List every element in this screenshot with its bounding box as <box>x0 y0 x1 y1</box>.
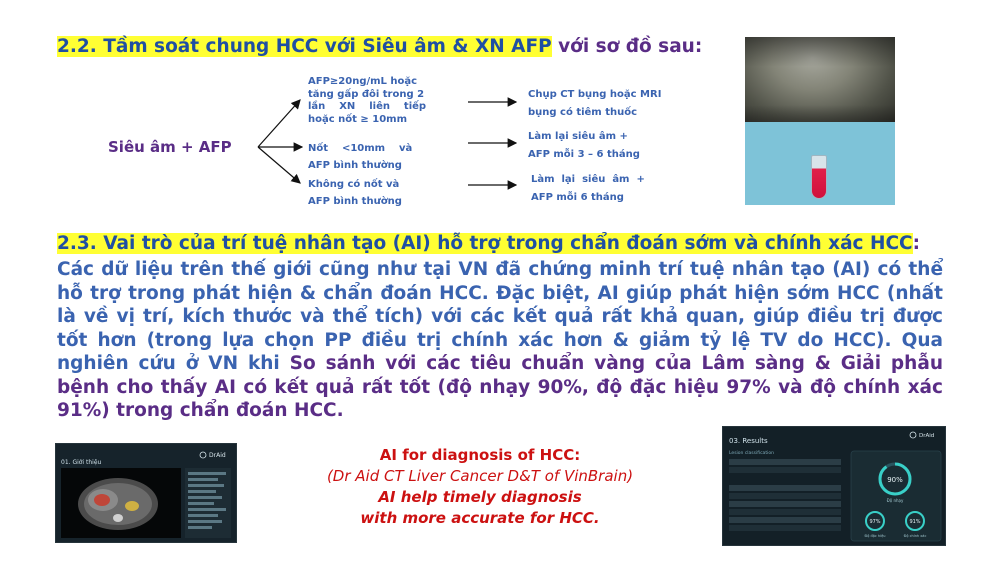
flow-condition-2-line: AFP bình thường <box>308 160 402 171</box>
screen-left-brand: DrAid <box>209 452 226 459</box>
flow-condition-2-line: Nốt <10mm và <box>308 143 413 154</box>
flow-result-2-line: Làm lại siêu âm + <box>528 131 628 142</box>
ultrasound-image <box>745 37 895 122</box>
caption-source: (Dr Aid CT Liver Cancer D&T of VinBrain) <box>326 467 634 485</box>
screen-right-section: 03. Results <box>729 437 768 445</box>
flow-result-1-line: Chụp CT bụng hoặc MRI <box>528 89 662 100</box>
blood-tube-icon <box>811 155 827 199</box>
flow-condition-1-line: AFP≥20ng/mL hoặc <box>308 76 418 87</box>
results-illustration <box>723 427 945 545</box>
paragraph-part-1: Các dữ liệu trên thế giới cũng như tại VN đã chứng minh trí tuệ nhân tạo (AI) có thể hỗ trợ trong phát hiện & chẩn đoán HCC. Đặc biệt, AI giúp phát hiện sớm HCC (nhất là về vị trí, kích thước và thể tích) với các kết quả rất khả quan, giúp điều trị được tốt hơn (trong lựa chọn PP điều trị chính xác hơn & giảm tỷ lệ TV do HCC). Qua nghiên cứu ở VN khi <box>57 259 943 374</box>
flow-condition-1-line: tăng gấp đôi trong 2 <box>308 88 425 100</box>
ct-secondary-mask <box>125 501 139 511</box>
flow-result-3-line: Làm lại siêu âm + <box>531 174 645 185</box>
flow-result-2-line: AFP mỗi 3 – 6 tháng <box>528 149 640 160</box>
caption-title: AI for diagnosis of HCC: <box>379 446 581 464</box>
screen-right-subtitle: Lesion classification <box>729 451 774 456</box>
gauge-main-label: Độ nhạy <box>886 498 904 503</box>
draid-logo-icon <box>910 432 916 438</box>
screen-right-brand: DrAid <box>919 433 935 439</box>
draid-results-screenshot <box>722 426 946 546</box>
ai-caption <box>240 445 720 529</box>
flow-result-3-line: AFP mỗi 6 tháng <box>531 192 624 203</box>
section-2-3-heading-highlight: 2.3. Vai trò của trí tuệ nhân tạo (AI) hỗ trợ trong chẩn đoán sớm và chính xác HCC <box>57 233 913 254</box>
section-2-3-paragraph <box>57 258 943 423</box>
caption-line-3: AI help timely diagnosis <box>378 488 582 506</box>
results-table-top <box>729 459 841 473</box>
draid-ct-viewer-screenshot <box>55 443 237 543</box>
flow-arrow-to-condition-1 <box>258 100 300 147</box>
section-2-2-heading-rest: với sơ đồ sau: <box>551 36 703 57</box>
flow-condition-3-line: AFP bình thường <box>308 196 402 207</box>
ct-lesion-mask <box>94 494 110 506</box>
flow-condition-1-line: hoặc nốt ≥ 10mm <box>308 113 408 125</box>
paragraph-part-2: So sánh với các tiêu chuẩn vàng của Lâm sàng & Giải phẫu bệnh cho thấy AI có kết quả rất tốt (độ nhạy 90%, độ đặc hiệu 97% và độ chính xác 91%) trong chẩn đoán HCC. <box>57 353 943 421</box>
flow-result-1-line: bụng có tiêm thuốc <box>528 107 638 118</box>
section-2-3-heading <box>57 233 920 254</box>
gauge-a-value: 97% <box>869 519 881 525</box>
flow-condition-3-line: Không có nốt và <box>308 179 400 190</box>
flow-start-label: Siêu âm + AFP <box>108 138 232 156</box>
section-2-2-heading-highlight: 2.2. Tầm soát chung HCC với Siêu âm & XN AFP <box>57 36 552 57</box>
gauge-b-label: Độ chính xác <box>903 534 927 538</box>
gauge-a-label: Độ đặc hiệu <box>864 534 886 538</box>
results-table-bottom <box>729 485 841 531</box>
gauge-b-value: 91% <box>909 519 921 525</box>
draid-logo-icon <box>200 452 206 458</box>
caption-line-4: with more accurate for HCC. <box>360 509 600 527</box>
gauge-main-value: 90% <box>887 476 903 484</box>
section-2-3-heading-colon: : <box>912 233 921 254</box>
ultrasound-bloodtest-photo <box>745 37 895 205</box>
flow-arrow-to-condition-3 <box>258 147 300 183</box>
ct-viewer-illustration <box>56 444 236 542</box>
flow-condition-1-line: lần XN liên tiếp <box>308 101 427 112</box>
screen-left-section: 01. Giới thiệu <box>61 459 102 466</box>
